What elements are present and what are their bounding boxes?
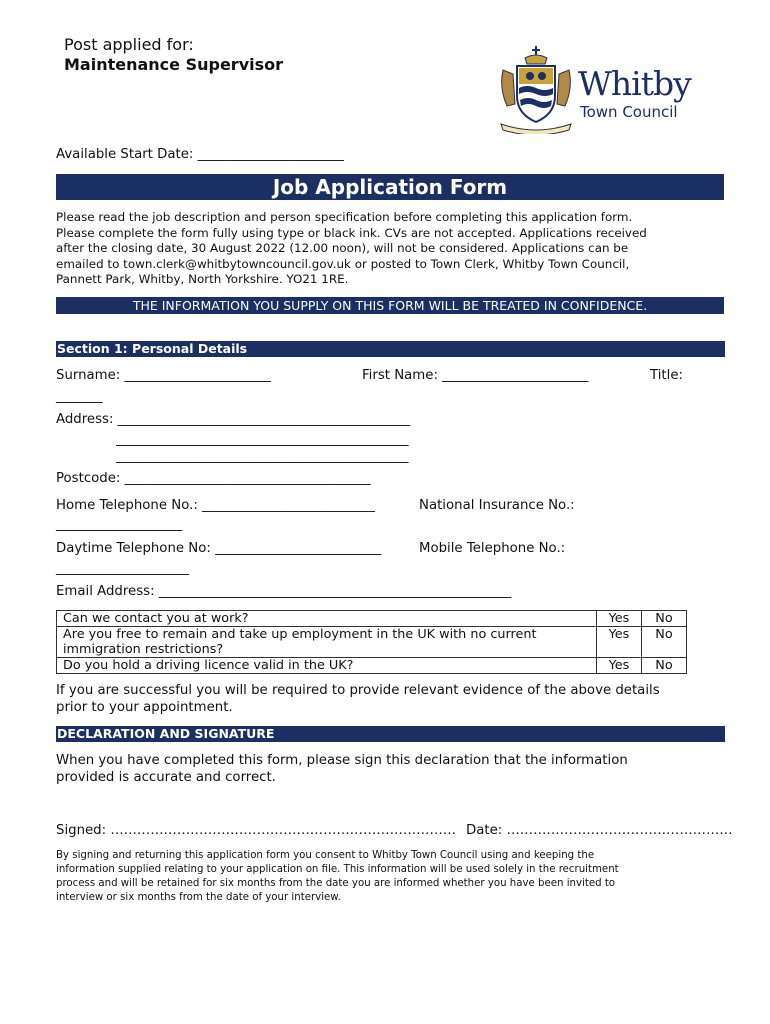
- home-telephone-field[interactable]: Home Telephone No.: __________________________: [56, 498, 375, 513]
- logo-name: Whitby: [578, 64, 691, 103]
- postcode-field[interactable]: Postcode: _____________________________________: [56, 471, 371, 486]
- title-field[interactable]: _______: [56, 389, 103, 404]
- mobile-telephone-field[interactable]: ____________________: [56, 561, 189, 576]
- intro-line-4: emailed to town.clerk@whitbytowncouncil.gov.uk or posted to Town Clerk, Whitby Town Council,: [56, 257, 630, 271]
- available-start-date[interactable]: Available Start Date: ______________________: [56, 147, 344, 162]
- logo-subtitle: Town Council: [580, 103, 678, 121]
- title-field-label: Title:: [650, 368, 683, 383]
- surname-field[interactable]: Surname: ______________________: [56, 368, 271, 383]
- declaration-text-1: When you have completed this form, please sign this declaration that the information: [56, 753, 628, 768]
- question-cell: Do you hold a driving licence valid in the UK?: [57, 658, 597, 674]
- email-field[interactable]: Email Address: _____________________________________________________: [56, 584, 512, 599]
- mobile-telephone-label: Mobile Telephone No.:: [419, 541, 566, 556]
- national-insurance-label: National Insurance No.:: [419, 498, 575, 513]
- consent-line-3: process and will be retained for six months from the date you are informed whether you have been invited to: [56, 878, 616, 889]
- questions-table: [56, 610, 687, 674]
- no-option[interactable]: No: [642, 658, 687, 674]
- date-field[interactable]: Date: ……………………………………………: [466, 823, 733, 838]
- question-cell: Are you free to remain and take up employment in the UK with no current immigration restrictions?: [57, 627, 597, 658]
- intro-line-5: Pannett Park, Whitby, North Yorkshire. YO21 1RE.: [56, 272, 349, 286]
- no-option[interactable]: No: [642, 627, 687, 658]
- national-insurance-field[interactable]: ___________________: [56, 517, 183, 532]
- yes-option[interactable]: Yes: [597, 627, 642, 658]
- yes-option[interactable]: Yes: [597, 611, 642, 627]
- yes-option[interactable]: Yes: [597, 658, 642, 674]
- confidentiality-banner: THE INFORMATION YOU SUPPLY ON THIS FORM WILL BE TREATED IN CONFIDENCE.: [56, 297, 724, 314]
- question-cell: Can we contact you at work?: [57, 611, 597, 627]
- first-name-field[interactable]: First Name: ______________________: [362, 368, 589, 383]
- council-logo: [497, 44, 702, 134]
- no-option[interactable]: No: [642, 611, 687, 627]
- form-title: Job Application Form: [56, 174, 724, 200]
- signature-field[interactable]: Signed: ……………………………………………………………………: [56, 823, 457, 838]
- consent-line-4: interview or six months from the date of your interview.: [56, 892, 341, 903]
- address-line-3[interactable]: ____________________________________________: [116, 449, 409, 464]
- consent-line-1: By signing and returning this application form you consent to Whitby Town Council using and keeping the: [56, 850, 595, 861]
- evidence-line-1: If you are successful you will be required to provide relevant evidence of the above details: [56, 683, 660, 698]
- coat-of-arms-icon: [497, 44, 575, 134]
- intro-line-2: Please complete the form fully using type or black ink. CVs are not accepted. Applications received: [56, 226, 647, 240]
- daytime-telephone-field[interactable]: Daytime Telephone No: _________________________: [56, 541, 382, 556]
- table-row: [57, 658, 687, 674]
- table-row: [57, 627, 687, 658]
- intro-line-3: after the closing date, 30 August 2022 (12.00 noon), will not be considered. Applications can be: [56, 241, 629, 255]
- consent-line-2: information supplied relating to your application on file. This information will be used solely in the recruitment: [56, 864, 619, 875]
- post-applied-value: Maintenance Supervisor: [64, 55, 284, 74]
- declaration-heading: DECLARATION AND SIGNATURE: [56, 726, 725, 742]
- address-line-1[interactable]: Address: ____________________________________________: [56, 412, 411, 427]
- post-applied-label: Post applied for:: [64, 35, 194, 54]
- table-row: [57, 611, 687, 627]
- evidence-line-2: prior to your appointment.: [56, 700, 233, 715]
- declaration-text-2: provided is accurate and correct.: [56, 770, 276, 785]
- intro-line-1: Please read the job description and person specification before completing this application form.: [56, 210, 633, 224]
- section-1-heading: Section 1: Personal Details: [56, 341, 725, 357]
- address-line-2[interactable]: ____________________________________________: [116, 432, 409, 447]
